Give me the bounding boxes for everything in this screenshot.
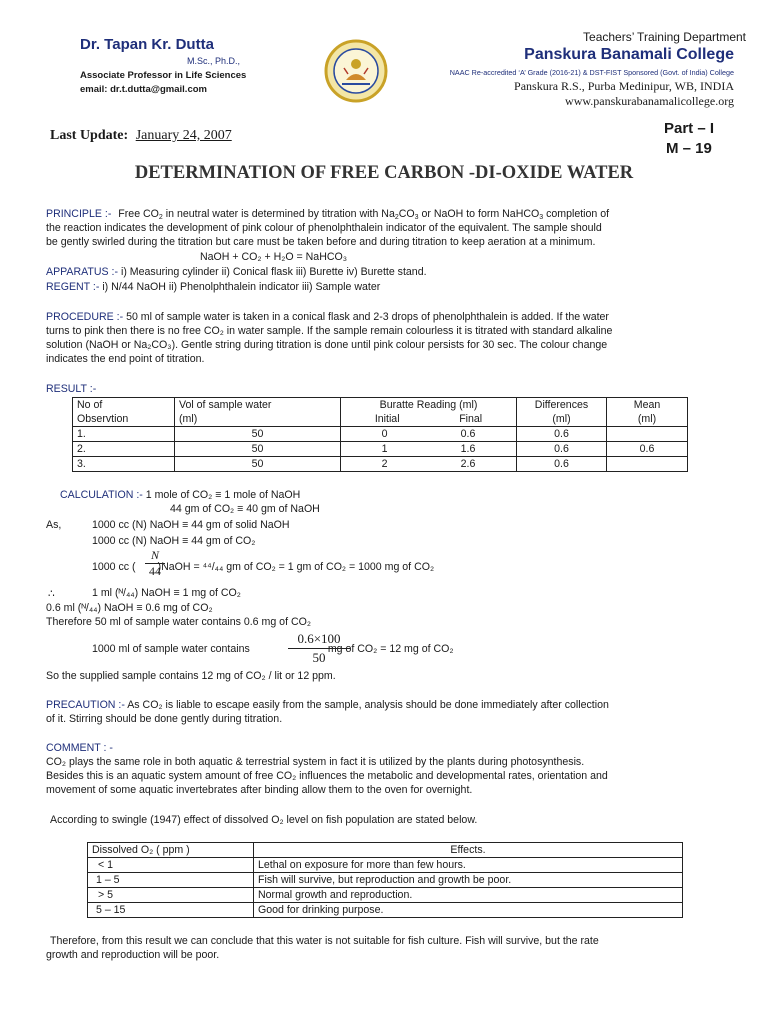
cell-vol: 50 xyxy=(175,442,341,457)
result-table xyxy=(72,397,688,472)
college-website: www.panskurabanamalicollege.org xyxy=(565,94,734,108)
table-row xyxy=(88,873,683,888)
author-role: Associate Professor in Life Sciences xyxy=(80,70,247,81)
header-no xyxy=(73,398,175,427)
cell-mean xyxy=(607,457,688,472)
principle-line-1: PRINCIPLE :- Free $CO_2$ in neutral water is determined by titration with $Na_2CO_3$ or NaOH to form NaHCO$_3$ completion of xyxy=(46,208,610,221)
department-name: Teachers’ Training Department xyxy=(583,30,746,44)
fraction-n-over-44 xyxy=(145,548,165,579)
comment-label: COMMENT : - xyxy=(46,742,113,754)
cell-diff: 0.6 xyxy=(517,442,607,457)
header-vol-1: Vol of sample water xyxy=(179,399,272,411)
cell-level: 5 – 15 xyxy=(88,903,254,918)
calc-line-2: 44 gm of CO₂ ≡ 40 gm of NaOH xyxy=(170,503,320,515)
fraction-numerator: 0.6×100 xyxy=(288,630,350,649)
principle-text-3: CO xyxy=(398,208,415,220)
header-initial: Initial xyxy=(374,413,400,425)
principle-label: PRINCIPLE :- xyxy=(46,208,112,220)
calc-line-4: 1000 cc (N) NaOH ≡ 44 gm of CO₂ xyxy=(92,535,256,547)
cell-mean: 0.6 xyxy=(607,442,688,457)
cell-burette xyxy=(341,442,517,457)
header-no-2: Observtion xyxy=(77,413,129,425)
last-update-label: Last Update xyxy=(50,128,124,143)
table-row xyxy=(73,442,688,457)
college-name: Panskura Banamali College xyxy=(524,46,734,63)
author-name: Dr. Tapan Kr. Dutta xyxy=(80,36,214,53)
procedure-line-4: indicates the end point of titration. xyxy=(46,353,205,365)
calc-line-8: Therefore 50 ml of sample water contains 0.6 mg of CO₂ xyxy=(46,616,311,628)
comment-line-1: CO₂ plays the same role in both aquatic & terrestrial system in fact it is utilized by the plants during photosynthesis. xyxy=(46,756,585,768)
college-address: Panskura R.S., Purba Medinipur, WB, INDIA xyxy=(514,79,734,93)
table-row xyxy=(73,427,688,442)
dissolved-oxygen-table xyxy=(87,842,683,918)
table-row xyxy=(88,903,683,918)
calc-line-6: 1 ml (ᴺ/₄₄) NaOH ≡ 1 mg of CO₂ xyxy=(92,587,241,599)
table-header-row xyxy=(88,843,683,858)
procedure-label: PROCEDURE :- xyxy=(46,311,124,323)
cell-level: > 5 xyxy=(88,888,254,903)
calc-line-1 xyxy=(60,488,722,502)
author-degree: M.Sc., Ph.D., xyxy=(187,56,241,66)
calc-line-5 xyxy=(92,560,722,574)
table-row xyxy=(88,888,683,903)
cell-final: 2.6 xyxy=(460,458,476,470)
precaution-line-2: of it. Stirring should be done gently during titration. xyxy=(46,713,283,725)
college-seal-logo xyxy=(324,38,388,104)
calc-line-3: 1000 cc (N) NaOH ≡ 44 gm of solid NaOH xyxy=(92,519,290,531)
comment-line-4: According to swingle (1947) effect of dissolved O₂ level on fish population are stated below. xyxy=(50,814,478,826)
comment-line-2: Besides this is an aquatic system amount of free CO₂ influences the metabolic and developmental rates, orientation and xyxy=(46,770,608,782)
calculation-label: CALCULATION :- xyxy=(60,489,143,501)
header-dissolved: Dissolved O₂ ( ppm ) xyxy=(88,843,254,858)
precaution-label: PRECAUTION :- xyxy=(46,699,125,711)
cell-initial: 2 xyxy=(381,458,388,470)
cell-no: 1. xyxy=(73,427,175,442)
principle-line-3: be gently swirled during the titration but care must be taken before and during titration to keep aeration at a minimum. xyxy=(46,236,596,248)
calc-text-1: 1 mole of CO₂ ≡ 1 mole of NaOH xyxy=(145,489,301,501)
cell-effect: Lethal on exposure for more than few hours. xyxy=(254,858,683,873)
calc-l5-a: 1000 cc ( xyxy=(92,561,136,573)
header-final: Final xyxy=(459,413,483,425)
comment-line-3: movement of some aquatic invertebrates after binding allow them to the oven for overnight. xyxy=(46,784,473,796)
procedure-line-1 xyxy=(46,310,722,324)
conclusion-line-1: Therefore, from this result we can conclude that this water is not suitable for fish culture. Fish will survive, but the rate xyxy=(50,935,599,947)
precaution-line-1 xyxy=(46,698,722,712)
cell-mean xyxy=(607,427,688,442)
module-code: M – 19 xyxy=(666,140,712,157)
header-burette-title: Buratte Reading (ml) xyxy=(379,399,478,411)
cell-level: 1 – 5 xyxy=(88,873,254,888)
cell-initial: 0 xyxy=(381,428,388,440)
cell-initial: 1 xyxy=(381,443,388,455)
header-mean-2: (ml) xyxy=(637,413,657,425)
principle-text-5: completion of xyxy=(546,208,610,220)
cell-no: 3. xyxy=(73,457,175,472)
cell-burette xyxy=(341,457,517,472)
regent-line xyxy=(46,280,722,294)
cell-effect: Good for drinking purpose. xyxy=(254,903,683,918)
regent-label: REGENT :- xyxy=(46,281,100,293)
cell-diff: 0.6 xyxy=(517,427,607,442)
table-row xyxy=(73,457,688,472)
header-mean xyxy=(607,398,688,427)
header-burette xyxy=(341,398,517,427)
principle-text-4: or NaOH to form NaHCO xyxy=(421,208,540,220)
conclusion-line-2: growth and reproduction will be poor. xyxy=(46,949,220,961)
header-effects: Effects. xyxy=(254,843,683,858)
header-mean-1: Mean xyxy=(633,399,661,411)
last-update: Last Update: January 24, 2007 xyxy=(50,128,232,143)
cell-diff: 0.6 xyxy=(517,457,607,472)
cell-final: 0.6 xyxy=(460,428,476,440)
fraction-denominator: 44 xyxy=(149,564,161,578)
header-no-1: No of xyxy=(77,399,103,411)
calc-l5-b: )NaOH = ⁴⁴/₄₄ gm of CO₂ = 1 gm of CO₂ = 1000 mg of CO₂ xyxy=(157,561,435,573)
cell-vol: 50 xyxy=(175,427,341,442)
cell-no: 2. xyxy=(73,442,175,457)
principle-line-2: the reaction indicates the development of pink colour of phenolphthalein indicator of the equivalent. The sample should xyxy=(46,222,602,234)
procedure-line-3: solution (NaOH or Na₂CO₃). Gentle string during titration is done until pink colour persists for 30 sec. The colour change xyxy=(46,339,608,351)
precaution-text-1: As CO₂ is liable to escape easily from the sample, analysis should be done immediately after collection xyxy=(127,699,609,711)
fraction-denominator: 50 xyxy=(312,650,326,665)
principle-text-2: in neutral water is determined by titration with Na xyxy=(165,208,395,220)
header-vol xyxy=(175,398,341,427)
calc-therefore-symbol: ∴ xyxy=(48,588,55,600)
author-email: email: dr.t.dutta@gmail.com xyxy=(80,84,207,95)
apparatus-label: APPARATUS :- xyxy=(46,266,119,278)
table-row xyxy=(88,858,683,873)
principle-equation: NaOH + CO₂ + H₂O = NaHCO₃ xyxy=(200,251,348,263)
table-header-row xyxy=(73,398,688,427)
apparatus-line xyxy=(46,265,722,279)
fraction-numerator: N xyxy=(145,548,165,564)
principle-text-1: Free CO xyxy=(118,208,159,220)
cell-effect: Fish will survive, but reproduction and growth be poor. xyxy=(254,873,683,888)
calc-l9-b: mg of CO₂ = 12 mg of CO₂ xyxy=(327,643,454,655)
fraction-0.6x100-over-50 xyxy=(288,630,350,667)
calc-line-10: So the supplied sample contains 12 mg of CO₂ / lit or 12 ppm. xyxy=(46,670,336,682)
cell-burette xyxy=(341,427,517,442)
calc-as: As, xyxy=(46,519,62,531)
procedure-line-2: turns to pink then there is no free CO₂ in water sample. If the sample remain colourless it is titrated with standard alkaline xyxy=(46,325,613,337)
header-diff-1: Differences xyxy=(534,399,589,411)
last-update-date: January 24, 2007 xyxy=(135,128,232,143)
calc-l9-a: 1000 ml of sample water contains xyxy=(92,643,250,655)
cell-final: 1.6 xyxy=(460,443,476,455)
apparatus-text: i) Measuring cylinder ii) Conical flask iii) Burette iv) Burette stand. xyxy=(120,266,427,278)
cell-level: < 1 xyxy=(88,858,254,873)
part-label: Part – I xyxy=(664,120,715,137)
cell-effect: Normal growth and reproduction. xyxy=(254,888,683,903)
procedure-text-1: 50 ml of sample water is taken in a conical flask and 2-3 drops of phenolphthalein is added. If the water xyxy=(126,311,609,323)
calc-line-9 xyxy=(92,642,722,656)
page-title: DETERMINATION OF FREE CARBON -DI-OXIDE WATER xyxy=(134,163,634,183)
calc-line-7: 0.6 ml (ᴺ/₄₄) NaOH ≡ 0.6 mg of CO₂ xyxy=(46,602,213,614)
header-diff xyxy=(517,398,607,427)
header-vol-2: (ml) xyxy=(179,413,198,425)
cell-vol: 50 xyxy=(175,457,341,472)
result-label: RESULT :- xyxy=(46,383,97,395)
college-accreditation: NAAC Re-accredited ‘A’ Grade (2016-21) & DST-FIST Sponsored (Govt. of India) College xyxy=(449,68,734,77)
regent-text: i) N/44 NaOH ii) Phenolphthalein indicator iii) Sample water xyxy=(102,281,381,293)
header-diff-2: (ml) xyxy=(552,413,571,425)
